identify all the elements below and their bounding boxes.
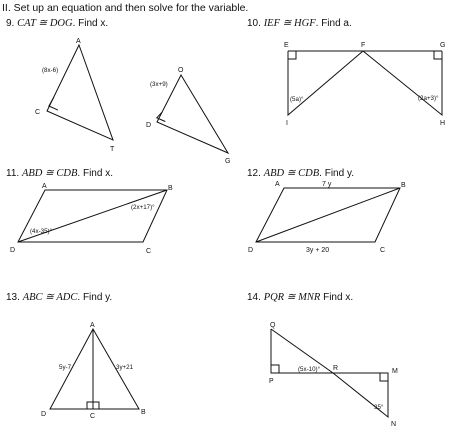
vertex-label: T (110, 146, 115, 153)
problem-number: 10. (247, 18, 261, 29)
vertex-label: C (146, 248, 152, 255)
vertex-label: C (90, 413, 96, 420)
problem-task: . Find y. (77, 292, 113, 303)
problem-number: 14. (247, 292, 261, 303)
side-expression: 3y + 20 (306, 247, 330, 254)
congruence-statement: IEF ≅ HGF (263, 18, 316, 29)
problem-9-figure (35, 38, 230, 165)
vertex-label: G (225, 158, 231, 165)
vertex-label: E (284, 42, 289, 49)
vertex-label: H (440, 120, 446, 127)
vertex-label: M (392, 368, 398, 375)
problem-number: 9. (6, 18, 15, 29)
right-angle-marker (380, 373, 388, 381)
problem-task: . Find y. (319, 168, 354, 179)
angle-expression: (5x-10)° (298, 366, 321, 373)
vertex-label: P (269, 378, 274, 385)
side-expression: (3x+9) (150, 81, 168, 88)
side-expression: 5y-7 (59, 364, 72, 371)
vertex-label: R (333, 365, 339, 372)
vertex-label: B (168, 185, 173, 192)
congruence-statement: ABD ≅ CDB (263, 168, 320, 179)
vertex-label: A (90, 322, 95, 329)
problem-task: . Find x. (77, 168, 113, 179)
problem-number: 11. (6, 168, 20, 179)
triangle-ief (288, 51, 363, 115)
problem-10-figure (284, 42, 445, 127)
right-angle-marker (271, 365, 279, 373)
vertex-label: C (35, 109, 41, 116)
side-expression: 7 y (322, 181, 332, 188)
angle-expression: (2a+3)° (418, 95, 439, 102)
vertex-label: A (42, 183, 47, 190)
vertex-label: F (361, 42, 366, 49)
problem-11-figure (10, 183, 173, 255)
angle-expression: (4x-35)° (30, 228, 53, 235)
section-heading: II. Set up an equation and then solve for the variable. (2, 2, 249, 14)
problem-number: 13. (6, 292, 20, 303)
vertex-label: D (41, 411, 47, 418)
angle-expression: (2x+17)° (131, 204, 155, 211)
vertex-label: C (380, 247, 386, 254)
vertex-label: A (275, 181, 280, 188)
side-expression: 3y+21 (116, 364, 134, 371)
vertex-label: G (440, 42, 446, 49)
congruence-statement: CAT ≅ DOG (17, 18, 73, 29)
vertex-label: D (248, 247, 254, 254)
problem-number: 12. (247, 168, 261, 179)
problem-task: Find x. (320, 292, 354, 303)
vertex-label: I (286, 120, 288, 127)
vertex-label: B (141, 409, 146, 416)
vertex-label: A (76, 38, 81, 45)
vertex-label: Q (270, 322, 276, 329)
right-angle-marker (288, 51, 296, 59)
vertex-label: D (10, 247, 16, 254)
problem-14-figure (269, 322, 398, 428)
problem-task: . Find a. (315, 18, 352, 29)
triangle-cat (47, 45, 113, 140)
side-expression: (8x-6) (42, 67, 59, 74)
angle-expression: 35° (374, 404, 384, 411)
vertex-label: N (391, 421, 397, 428)
vertex-label: O (178, 67, 184, 74)
triangle-hgf (363, 51, 442, 115)
problem-13-figure (41, 322, 146, 420)
congruence-statement: ABC ≅ ADC (22, 292, 78, 303)
angle-expression: (5a)° (290, 96, 304, 103)
congruence-statement: ABD ≅ CDB (21, 168, 78, 179)
vertex-label: D (146, 122, 152, 129)
congruence-statement: PQR ≅ MNR (263, 292, 321, 303)
problem-12-figure (248, 181, 406, 254)
problem-task: . Find x. (72, 18, 109, 29)
right-angle-marker (434, 51, 442, 59)
right-angle-marker (49, 97, 58, 110)
vertex-label: B (401, 182, 406, 189)
